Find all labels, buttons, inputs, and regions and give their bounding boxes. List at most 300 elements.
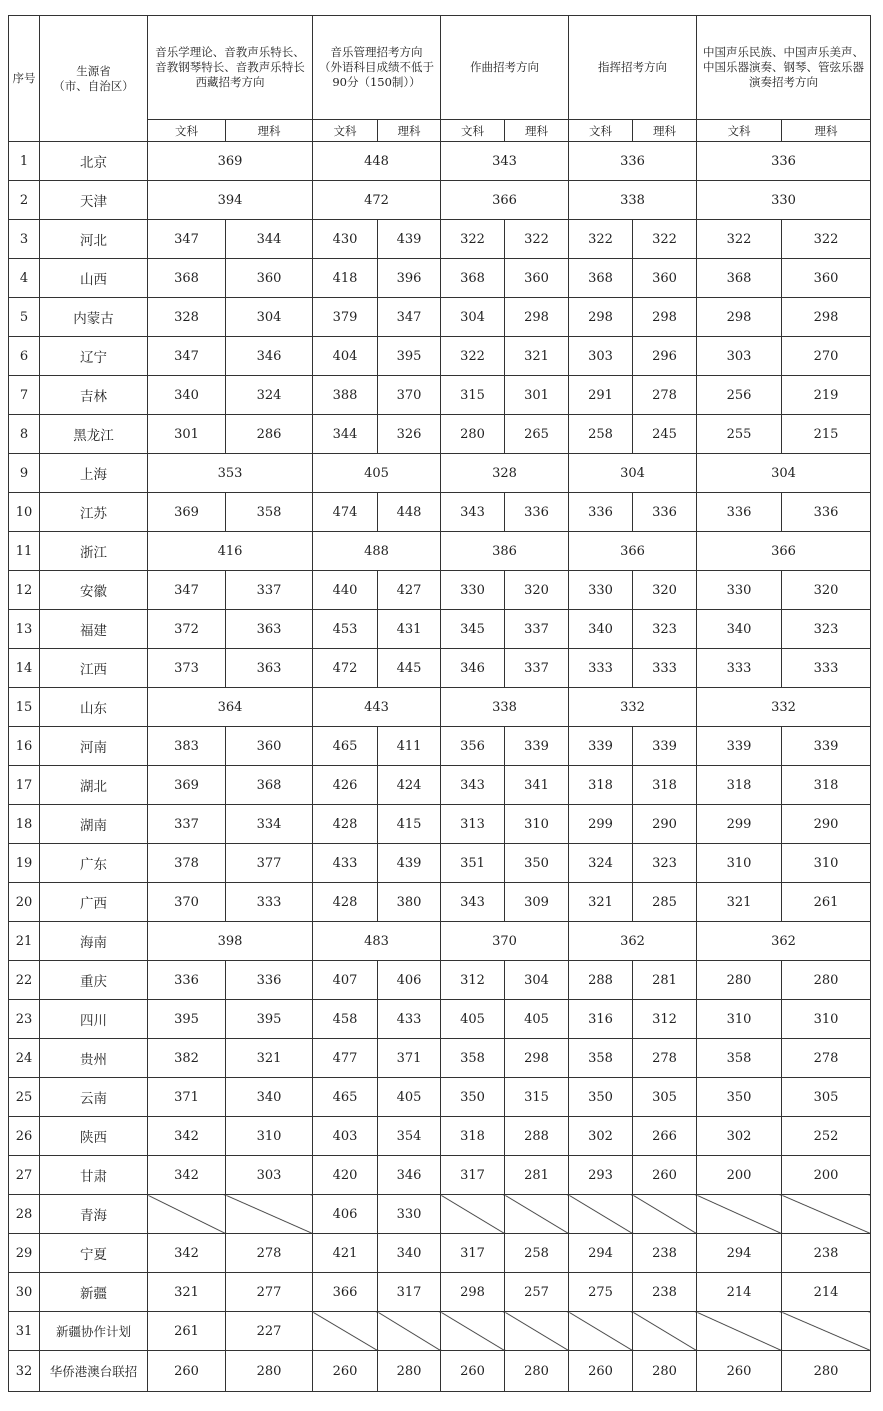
table-body (9, 142, 871, 1392)
score-cell-li: 280 (378, 1351, 441, 1392)
table-row (9, 883, 871, 922)
score-cell-wen: 322 (441, 220, 505, 259)
score-table (8, 15, 871, 1392)
score-cell-li: 278 (633, 1039, 697, 1078)
origin-header (40, 16, 148, 142)
score-cell-wen: 406 (313, 1195, 378, 1234)
province-name: 上海 (40, 454, 148, 493)
score-cell-li: 350 (505, 844, 569, 883)
score-cell-li: 439 (378, 844, 441, 883)
score-cell-wen: 275 (569, 1273, 633, 1312)
score-cell-li: 277 (226, 1273, 313, 1312)
score-cell-merged: 343 (441, 142, 569, 181)
row-number: 26 (9, 1117, 40, 1156)
score-cell-wen: 345 (441, 610, 505, 649)
score-cell-li: 337 (505, 610, 569, 649)
score-cell-li: 296 (633, 337, 697, 376)
score-cell-li: 415 (378, 805, 441, 844)
score-cell-wen: 420 (313, 1156, 378, 1195)
score-cell-wen: 477 (313, 1039, 378, 1078)
score-cell-li: 380 (378, 883, 441, 922)
score-cell-wen: 342 (148, 1117, 226, 1156)
score-cell-merged: 394 (148, 181, 313, 220)
score-cell-wen: 310 (697, 1000, 782, 1039)
score-cell-wen: 368 (148, 259, 226, 298)
score-cell-li: 280 (505, 1351, 569, 1392)
province-name: 安徽 (40, 571, 148, 610)
sub-header-li: 理科 (782, 120, 871, 142)
score-cell-merged: 362 (697, 922, 871, 961)
table-row (9, 805, 871, 844)
score-cell-wen: 347 (148, 571, 226, 610)
row-number: 27 (9, 1156, 40, 1195)
score-cell-wen: 336 (697, 493, 782, 532)
score-cell-li: 238 (633, 1234, 697, 1273)
score-cell-li: 301 (505, 376, 569, 415)
score-cell-wen: 371 (148, 1078, 226, 1117)
score-cell-wen: 351 (441, 844, 505, 883)
province-name: 贵州 (40, 1039, 148, 1078)
score-cell-wen: 333 (697, 649, 782, 688)
score-cell-li: 321 (226, 1039, 313, 1078)
score-cell-wen: 304 (441, 298, 505, 337)
table-row (9, 181, 871, 220)
score-cell-wen: 407 (313, 961, 378, 1000)
score-cell-merged: 338 (569, 181, 697, 220)
score-cell-wen: 379 (313, 298, 378, 337)
score-cell-li: 280 (782, 961, 871, 1000)
table-row (9, 844, 871, 883)
score-cell-wen: 261 (148, 1312, 226, 1351)
table-row (9, 532, 871, 571)
score-cell-merged: 304 (697, 454, 871, 493)
row-number: 3 (9, 220, 40, 259)
score-cell-li: 318 (782, 766, 871, 805)
score-cell-wen: 366 (313, 1273, 378, 1312)
table-row (9, 337, 871, 376)
row-number: 25 (9, 1078, 40, 1117)
province-name: 黑龙江 (40, 415, 148, 454)
sub-header-wen: 文科 (313, 120, 378, 142)
score-cell-wen: 343 (441, 766, 505, 805)
table-row (9, 961, 871, 1000)
score-cell-wen: 418 (313, 259, 378, 298)
score-cell-li: 370 (378, 376, 441, 415)
score-cell-li: 322 (505, 220, 569, 259)
score-cell-wen: 294 (697, 1234, 782, 1273)
score-cell-li: 298 (633, 298, 697, 337)
score-cell-li: 333 (226, 883, 313, 922)
score-cell-merged: 336 (569, 142, 697, 181)
score-cell-li: 360 (633, 259, 697, 298)
table-row (9, 415, 871, 454)
score-cell-li: 280 (633, 1351, 697, 1392)
group-header-text: 中国声乐民族、中国声乐美声、 中国乐器演奏、钢琴、管弦乐器 演奏招考方向 (703, 45, 864, 89)
empty-slash-cell (633, 1312, 697, 1351)
row-number: 11 (9, 532, 40, 571)
score-cell-merged: 304 (569, 454, 697, 493)
score-cell-wen: 303 (697, 337, 782, 376)
score-cell-li: 310 (782, 1000, 871, 1039)
empty-slash-cell (505, 1195, 569, 1234)
score-cell-wen: 370 (148, 883, 226, 922)
table-row (9, 376, 871, 415)
score-cell-wen: 340 (148, 376, 226, 415)
table-row (9, 766, 871, 805)
empty-slash-cell (782, 1195, 871, 1234)
province-name: 江西 (40, 649, 148, 688)
province-name: 山东 (40, 688, 148, 727)
row-number: 13 (9, 610, 40, 649)
province-name: 吉林 (40, 376, 148, 415)
score-cell-wen: 368 (697, 259, 782, 298)
score-cell-wen: 298 (441, 1273, 505, 1312)
province-name: 云南 (40, 1078, 148, 1117)
table-row (9, 259, 871, 298)
score-cell-merged: 416 (148, 532, 313, 571)
province-name: 河北 (40, 220, 148, 259)
empty-slash-cell (441, 1312, 505, 1351)
group-header-composition (441, 16, 569, 120)
score-cell-li: 339 (782, 727, 871, 766)
score-cell-merged: 330 (697, 181, 871, 220)
score-cell-li: 214 (782, 1273, 871, 1312)
row-number: 18 (9, 805, 40, 844)
row-number: 32 (9, 1351, 40, 1392)
province-name: 河南 (40, 727, 148, 766)
province-name: 新疆协作计划 (40, 1312, 148, 1351)
score-cell-li: 290 (782, 805, 871, 844)
score-cell-li: 347 (378, 298, 441, 337)
score-cell-wen: 337 (148, 805, 226, 844)
score-cell-li: 298 (505, 1039, 569, 1078)
score-cell-wen: 405 (441, 1000, 505, 1039)
score-cell-li: 363 (226, 610, 313, 649)
score-cell-li: 339 (633, 727, 697, 766)
score-cell-wen: 321 (697, 883, 782, 922)
score-cell-wen: 369 (148, 766, 226, 805)
province-name: 江苏 (40, 493, 148, 532)
score-cell-li: 360 (226, 259, 313, 298)
score-cell-wen: 458 (313, 1000, 378, 1039)
group-header-theory (148, 16, 313, 120)
province-name: 宁夏 (40, 1234, 148, 1273)
score-cell-wen: 343 (441, 493, 505, 532)
score-cell-wen: 260 (148, 1351, 226, 1392)
empty-slash-cell (441, 1195, 505, 1234)
score-cell-li: 238 (782, 1234, 871, 1273)
row-number: 16 (9, 727, 40, 766)
score-cell-merged: 366 (697, 532, 871, 571)
score-cell-li: 395 (226, 1000, 313, 1039)
empty-slash-cell (569, 1312, 633, 1351)
table-row (9, 1039, 871, 1078)
score-cell-wen: 321 (148, 1273, 226, 1312)
table-row (9, 688, 871, 727)
empty-slash-cell (505, 1312, 569, 1351)
score-cell-wen: 260 (697, 1351, 782, 1392)
score-cell-wen: 430 (313, 220, 378, 259)
empty-slash-cell (148, 1195, 226, 1234)
score-cell-li: 336 (782, 493, 871, 532)
score-cell-merged: 338 (441, 688, 569, 727)
province-name: 福建 (40, 610, 148, 649)
score-cell-wen: 328 (148, 298, 226, 337)
score-cell-li: 346 (378, 1156, 441, 1195)
sub-header-li: 理科 (226, 120, 313, 142)
score-cell-li: 360 (782, 259, 871, 298)
seq-header: 序号 (9, 16, 40, 142)
score-cell-li: 290 (633, 805, 697, 844)
score-cell-wen: 343 (441, 883, 505, 922)
province-name: 重庆 (40, 961, 148, 1000)
score-cell-wen: 465 (313, 1078, 378, 1117)
score-cell-wen: 347 (148, 337, 226, 376)
score-cell-li: 305 (782, 1078, 871, 1117)
score-cell-wen: 336 (569, 493, 633, 532)
sub-header-wen: 文科 (697, 120, 782, 142)
score-cell-merged: 362 (569, 922, 697, 961)
score-cell-li: 265 (505, 415, 569, 454)
table-row (9, 142, 871, 181)
score-cell-wen: 312 (441, 961, 505, 1000)
row-number: 14 (9, 649, 40, 688)
score-cell-wen: 255 (697, 415, 782, 454)
row-number: 31 (9, 1312, 40, 1351)
score-cell-li: 305 (633, 1078, 697, 1117)
empty-slash-cell (697, 1195, 782, 1234)
score-cell-wen: 293 (569, 1156, 633, 1195)
table-row (9, 1195, 871, 1234)
score-cell-wen: 298 (569, 298, 633, 337)
score-cell-wen: 318 (441, 1117, 505, 1156)
score-cell-merged: 332 (697, 688, 871, 727)
header-row (9, 16, 871, 120)
score-cell-wen: 299 (697, 805, 782, 844)
score-cell-li: 337 (505, 649, 569, 688)
row-number: 7 (9, 376, 40, 415)
score-cell-wen: 322 (569, 220, 633, 259)
score-cell-wen: 313 (441, 805, 505, 844)
score-cell-wen: 260 (441, 1351, 505, 1392)
score-cell-wen: 465 (313, 727, 378, 766)
row-number: 30 (9, 1273, 40, 1312)
score-cell-li: 219 (782, 376, 871, 415)
score-cell-li: 322 (782, 220, 871, 259)
score-cell-wen: 330 (697, 571, 782, 610)
score-cell-li: 312 (633, 1000, 697, 1039)
score-cell-li: 318 (633, 766, 697, 805)
score-cell-li: 424 (378, 766, 441, 805)
group-header-conducting (569, 16, 697, 120)
score-cell-li: 431 (378, 610, 441, 649)
score-cell-li: 215 (782, 415, 871, 454)
empty-slash-cell (226, 1195, 313, 1234)
score-cell-merged: 386 (441, 532, 569, 571)
score-cell-merged: 405 (313, 454, 441, 493)
score-cell-wen: 324 (569, 844, 633, 883)
score-cell-li: 278 (782, 1039, 871, 1078)
score-cell-wen: 403 (313, 1117, 378, 1156)
score-cell-merged: 488 (313, 532, 441, 571)
table-row (9, 1351, 871, 1392)
score-cell-wen: 339 (697, 727, 782, 766)
score-cell-li: 261 (782, 883, 871, 922)
score-cell-li: 336 (226, 961, 313, 1000)
score-cell-li: 395 (378, 337, 441, 376)
province-name: 湖北 (40, 766, 148, 805)
score-cell-merged: 366 (441, 181, 569, 220)
score-cell-wen: 350 (697, 1078, 782, 1117)
score-cell-li: 310 (782, 844, 871, 883)
group-header-performance (697, 16, 871, 120)
score-cell-wen: 453 (313, 610, 378, 649)
table-row (9, 1078, 871, 1117)
score-cell-li: 326 (378, 415, 441, 454)
score-cell-li: 257 (505, 1273, 569, 1312)
score-table-wrapper (8, 15, 871, 1392)
score-cell-wen: 310 (697, 844, 782, 883)
score-cell-li: 336 (633, 493, 697, 532)
score-cell-li: 321 (505, 337, 569, 376)
score-cell-li: 252 (782, 1117, 871, 1156)
province-name: 华侨港澳台联招 (40, 1351, 148, 1392)
province-name: 广东 (40, 844, 148, 883)
score-cell-li: 396 (378, 259, 441, 298)
province-name: 内蒙古 (40, 298, 148, 337)
score-cell-wen: 318 (569, 766, 633, 805)
score-cell-li: 330 (378, 1195, 441, 1234)
score-cell-wen: 316 (569, 1000, 633, 1039)
empty-slash-cell (697, 1312, 782, 1351)
score-cell-li: 360 (505, 259, 569, 298)
province-name: 广西 (40, 883, 148, 922)
score-cell-wen: 474 (313, 493, 378, 532)
table-row (9, 922, 871, 961)
score-cell-li: 377 (226, 844, 313, 883)
score-cell-merged: 332 (569, 688, 697, 727)
score-cell-wen: 428 (313, 805, 378, 844)
row-number: 12 (9, 571, 40, 610)
sub-header-li: 理科 (633, 120, 697, 142)
score-cell-li: 309 (505, 883, 569, 922)
score-cell-wen: 280 (441, 415, 505, 454)
row-number: 8 (9, 415, 40, 454)
province-name: 四川 (40, 1000, 148, 1039)
score-cell-wen: 303 (569, 337, 633, 376)
group-header-text: 指挥招考方向 (598, 60, 667, 74)
score-cell-wen: 358 (569, 1039, 633, 1078)
score-cell-li: 258 (505, 1234, 569, 1273)
row-number: 9 (9, 454, 40, 493)
score-cell-li: 304 (505, 961, 569, 1000)
table-row (9, 454, 871, 493)
row-number: 23 (9, 1000, 40, 1039)
score-cell-li: 317 (378, 1273, 441, 1312)
row-number: 20 (9, 883, 40, 922)
group-header-text: 音乐管理招考方向 （外语科目成绩不低于 90分（150制）） (319, 45, 434, 89)
sub-header-li: 理科 (378, 120, 441, 142)
row-number: 4 (9, 259, 40, 298)
score-cell-wen: 428 (313, 883, 378, 922)
score-cell-li: 340 (226, 1078, 313, 1117)
score-cell-li: 298 (782, 298, 871, 337)
score-cell-wen: 378 (148, 844, 226, 883)
score-cell-wen: 350 (569, 1078, 633, 1117)
score-cell-wen: 426 (313, 766, 378, 805)
table-row (9, 1156, 871, 1195)
score-cell-li: 310 (505, 805, 569, 844)
province-name: 青海 (40, 1195, 148, 1234)
province-name: 山西 (40, 259, 148, 298)
score-cell-li: 371 (378, 1039, 441, 1078)
score-cell-li: 245 (633, 415, 697, 454)
score-cell-li: 278 (633, 376, 697, 415)
row-number: 19 (9, 844, 40, 883)
score-cell-li: 411 (378, 727, 441, 766)
table-row (9, 1234, 871, 1273)
score-cell-merged: 472 (313, 181, 441, 220)
province-name: 天津 (40, 181, 148, 220)
table-row (9, 571, 871, 610)
table-row (9, 1117, 871, 1156)
sub-header-wen: 文科 (148, 120, 226, 142)
score-cell-wen: 298 (697, 298, 782, 337)
score-cell-wen: 395 (148, 1000, 226, 1039)
score-cell-li: 363 (226, 649, 313, 688)
empty-slash-cell (569, 1195, 633, 1234)
score-cell-merged: 483 (313, 922, 441, 961)
score-cell-merged: 364 (148, 688, 313, 727)
province-name: 北京 (40, 142, 148, 181)
score-cell-wen: 299 (569, 805, 633, 844)
score-cell-wen: 368 (569, 259, 633, 298)
score-cell-wen: 372 (148, 610, 226, 649)
score-cell-li: 280 (226, 1351, 313, 1392)
score-cell-wen: 256 (697, 376, 782, 415)
score-cell-li: 354 (378, 1117, 441, 1156)
score-cell-li: 334 (226, 805, 313, 844)
row-number: 21 (9, 922, 40, 961)
score-cell-wen: 347 (148, 220, 226, 259)
group-header-management (313, 16, 441, 120)
row-number: 28 (9, 1195, 40, 1234)
score-cell-wen: 260 (313, 1351, 378, 1392)
table-row (9, 610, 871, 649)
empty-slash-cell (313, 1312, 378, 1351)
score-cell-merged: 369 (148, 142, 313, 181)
score-cell-wen: 350 (441, 1078, 505, 1117)
score-cell-wen: 214 (697, 1273, 782, 1312)
score-cell-wen: 330 (569, 571, 633, 610)
score-cell-li: 303 (226, 1156, 313, 1195)
score-cell-li: 238 (633, 1273, 697, 1312)
score-cell-li: 315 (505, 1078, 569, 1117)
score-cell-wen: 358 (697, 1039, 782, 1078)
score-cell-wen: 317 (441, 1156, 505, 1195)
score-cell-li: 322 (633, 220, 697, 259)
score-cell-li: 286 (226, 415, 313, 454)
score-cell-wen: 382 (148, 1039, 226, 1078)
sub-header-li: 理科 (505, 120, 569, 142)
province-name: 湖南 (40, 805, 148, 844)
score-cell-merged: 370 (441, 922, 569, 961)
score-cell-wen: 333 (569, 649, 633, 688)
score-cell-merged: 328 (441, 454, 569, 493)
score-cell-li: 344 (226, 220, 313, 259)
row-number: 5 (9, 298, 40, 337)
empty-slash-cell (782, 1312, 871, 1351)
